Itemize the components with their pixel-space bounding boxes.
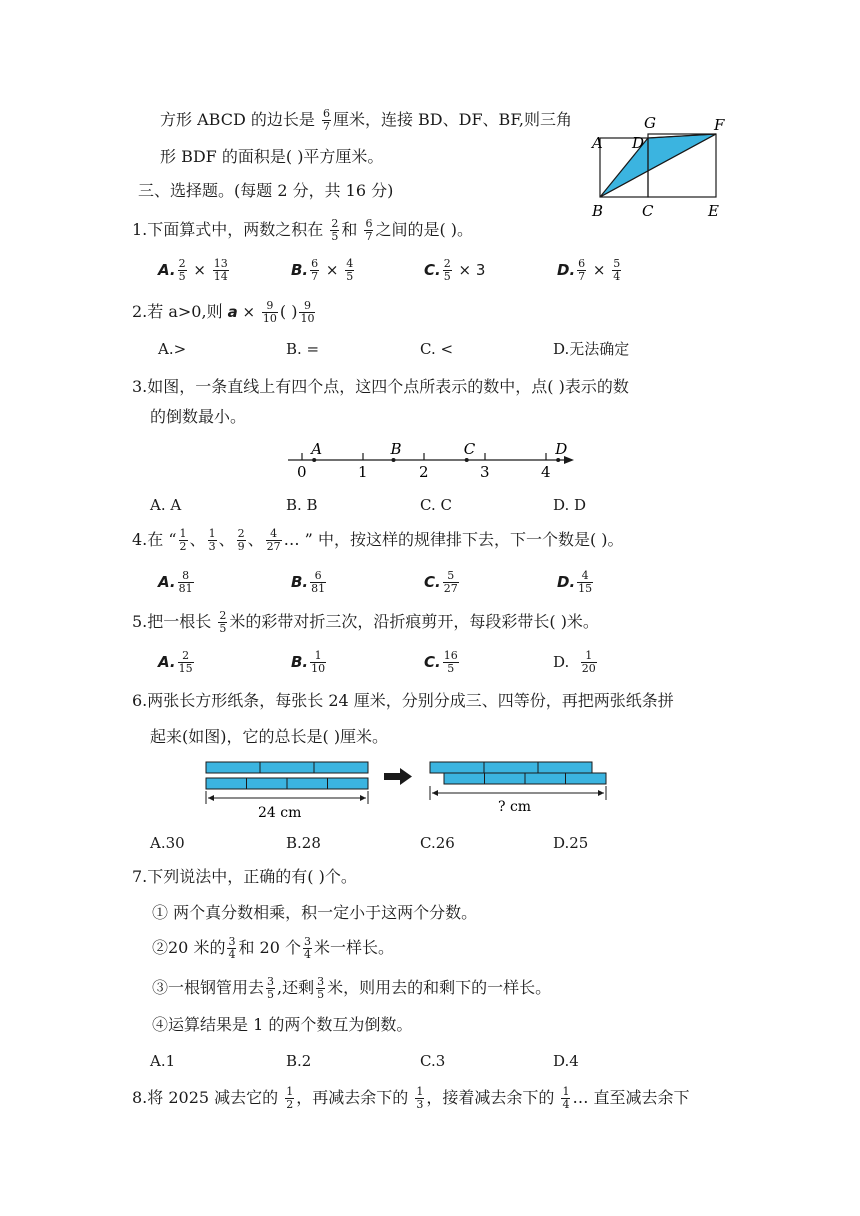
q1-option-c[interactable]: C. $\frac{2}{5}$ × 3 [424,257,486,283]
q7-option-c[interactable]: C.3 [420,1052,446,1070]
q6-option-a[interactable]: A.30 [150,834,185,852]
left-strips [206,762,368,804]
question-7: 7.下列说法中，正确的有( )个。 [132,867,357,886]
q6-option-b[interactable]: B.28 [286,834,321,852]
q3-option-b[interactable]: B. B [286,496,318,514]
label-g: G [644,114,656,132]
number-line [280,438,580,484]
intro-text: 厘米，连接 BD、DF、BF,则三角 [332,110,573,129]
q4-option-a[interactable]: A. $\frac{8}{81}$ [158,569,193,595]
q5-option-d[interactable]: D. $\frac{1}{20}$ [553,649,596,675]
q1-option-d[interactable]: D. $\frac{6}{7}$ × $\frac{5}{4}$ [557,257,621,283]
point-label: B [390,440,402,458]
point-label: D [555,440,568,458]
right-length-label: ? cm [498,799,532,815]
q5-option-a[interactable]: A. $\frac{2}{15}$ [158,649,193,675]
q7-option-b[interactable]: B.2 [286,1052,312,1070]
point-marker [556,458,560,462]
section-title: 三、选择题。(每题 2 分，共 16 分) [138,181,394,200]
label-f: F [714,116,725,134]
tick-label: 0 [297,463,307,481]
q2-option-d[interactable]: D.无法确定 [553,340,630,358]
label-c: C [642,202,654,220]
point-marker [392,458,396,462]
q4-option-c[interactable]: C. $\frac{5}{27}$ [424,569,458,595]
right-strips [430,762,606,800]
question-1: 1.下面算式中，两数之积在 $\frac{2}{5}$ 和 $\frac{6}{7}$ 之间的是( )。 [132,217,474,243]
q1-option-b[interactable]: B. $\frac{6}{7}$ × $\frac{4}{5}$ [291,257,354,283]
q3-option-c[interactable]: C. C [420,496,452,514]
label-e: E [708,202,719,220]
q5-option-c[interactable]: C. $\frac{16}{5}$ [424,649,458,675]
question-2: 2.若 a>0,则 a × $\frac{9}{10}$ ( ) $\frac{9}{10}$ [132,299,315,325]
point-label: C [463,440,476,458]
fraction: $\frac{6}{7}$ [365,217,373,243]
q6-option-c[interactable]: C.26 [420,834,455,852]
question-5: 5.把一根长 $\frac{2}{5}$ 米的彩带对折三次，沿折痕剪开，每段彩带长( )米。 [132,609,599,635]
question-8: 8.将 2025 减去它的 $\frac{1}{2}$ ，再减去余下的 $\frac{1}{3}$ ，接着减去余下的 $\frac{1}{4}$ … 直至减去余下 [132,1085,690,1111]
q2-option-c[interactable]: C. < [420,340,454,358]
point-marker [465,458,469,462]
intro-text: 方形 ABCD 的边长是 [160,110,320,129]
q5-option-b[interactable]: B. $\frac{1}{10}$ [291,649,326,675]
tick-label: 2 [419,463,429,481]
right-arrow-icon [384,768,412,785]
q4-option-b[interactable]: B. $\frac{6}{81}$ [291,569,326,595]
q6-option-d[interactable]: D.25 [553,834,589,852]
tick-label: 3 [480,463,490,481]
q7-statement-2: ②20 米的 $\frac{3}{4}$ 和 20 个 $\frac{3}{4}$ 米一样长。 [152,935,395,961]
question-6-line-2: 起来(如图)，它的总长是( )厘米。 [150,727,389,746]
label-b: B [592,202,604,220]
point-label: A [311,440,323,458]
question-6-line-1: 6.两张长方形纸条，每张长 24 厘米，分别分成三、四等份，再把两张纸条拼 [132,691,674,710]
q7-statement-4: ④运算结果是 1 的两个数互为倒数。 [152,1015,413,1034]
intro-line-2: 形 BDF 的面积是( )平方厘米。 [160,147,384,166]
q7-option-d[interactable]: D.4 [553,1052,579,1070]
square-figure [588,112,728,222]
q3-option-a[interactable]: A. A [150,496,182,514]
question-3-line-1: 3.如图，一条直线上有四个点，这四个点所表示的数中，点( )表示的数 [132,377,629,396]
question-3-line-2: 的倒数最小。 [150,407,247,426]
label-a: A [592,134,603,152]
strip-figure [198,758,618,820]
q2-option-a[interactable]: A.> [158,340,187,358]
q7-statement-3: ③一根钢管用去 $\frac{3}{5}$ ,还剩 $\frac{3}{5}$ 米，则用去的和剩下的一样长。 [152,975,552,1001]
left-length-label: 24 cm [258,805,302,820]
q7-statement-1: ① 两个真分数相乘，积一定小于这两个分数。 [152,903,478,922]
point-marker [312,458,316,462]
q2-option-b[interactable]: B. = [286,340,320,358]
label-d: D [632,134,645,152]
tick-label: 4 [541,463,551,481]
fraction: $\frac{2}{5}$ [331,217,339,243]
tick-label: 1 [358,463,368,481]
fraction: $\frac{6}{7}$ [322,107,330,133]
q4-option-d[interactable]: D. $\frac{4}{15}$ [557,569,593,595]
question-4: 4.在 “ $\frac{1}{2}$ 、 $\frac{1}{3}$ 、 $\frac{2}{9}$ 、 $\frac{4}{27}$ … ” 中，按这样的规律排下去，下一个数是( )。 [132,527,624,553]
q7-option-a[interactable]: A.1 [150,1052,176,1070]
q3-option-d[interactable]: D. D [553,496,587,514]
q1-option-a[interactable]: A. $\frac{2}{5}$ × $\frac{13}{14}$ [158,257,228,283]
intro-line-1 [160,108,572,133]
